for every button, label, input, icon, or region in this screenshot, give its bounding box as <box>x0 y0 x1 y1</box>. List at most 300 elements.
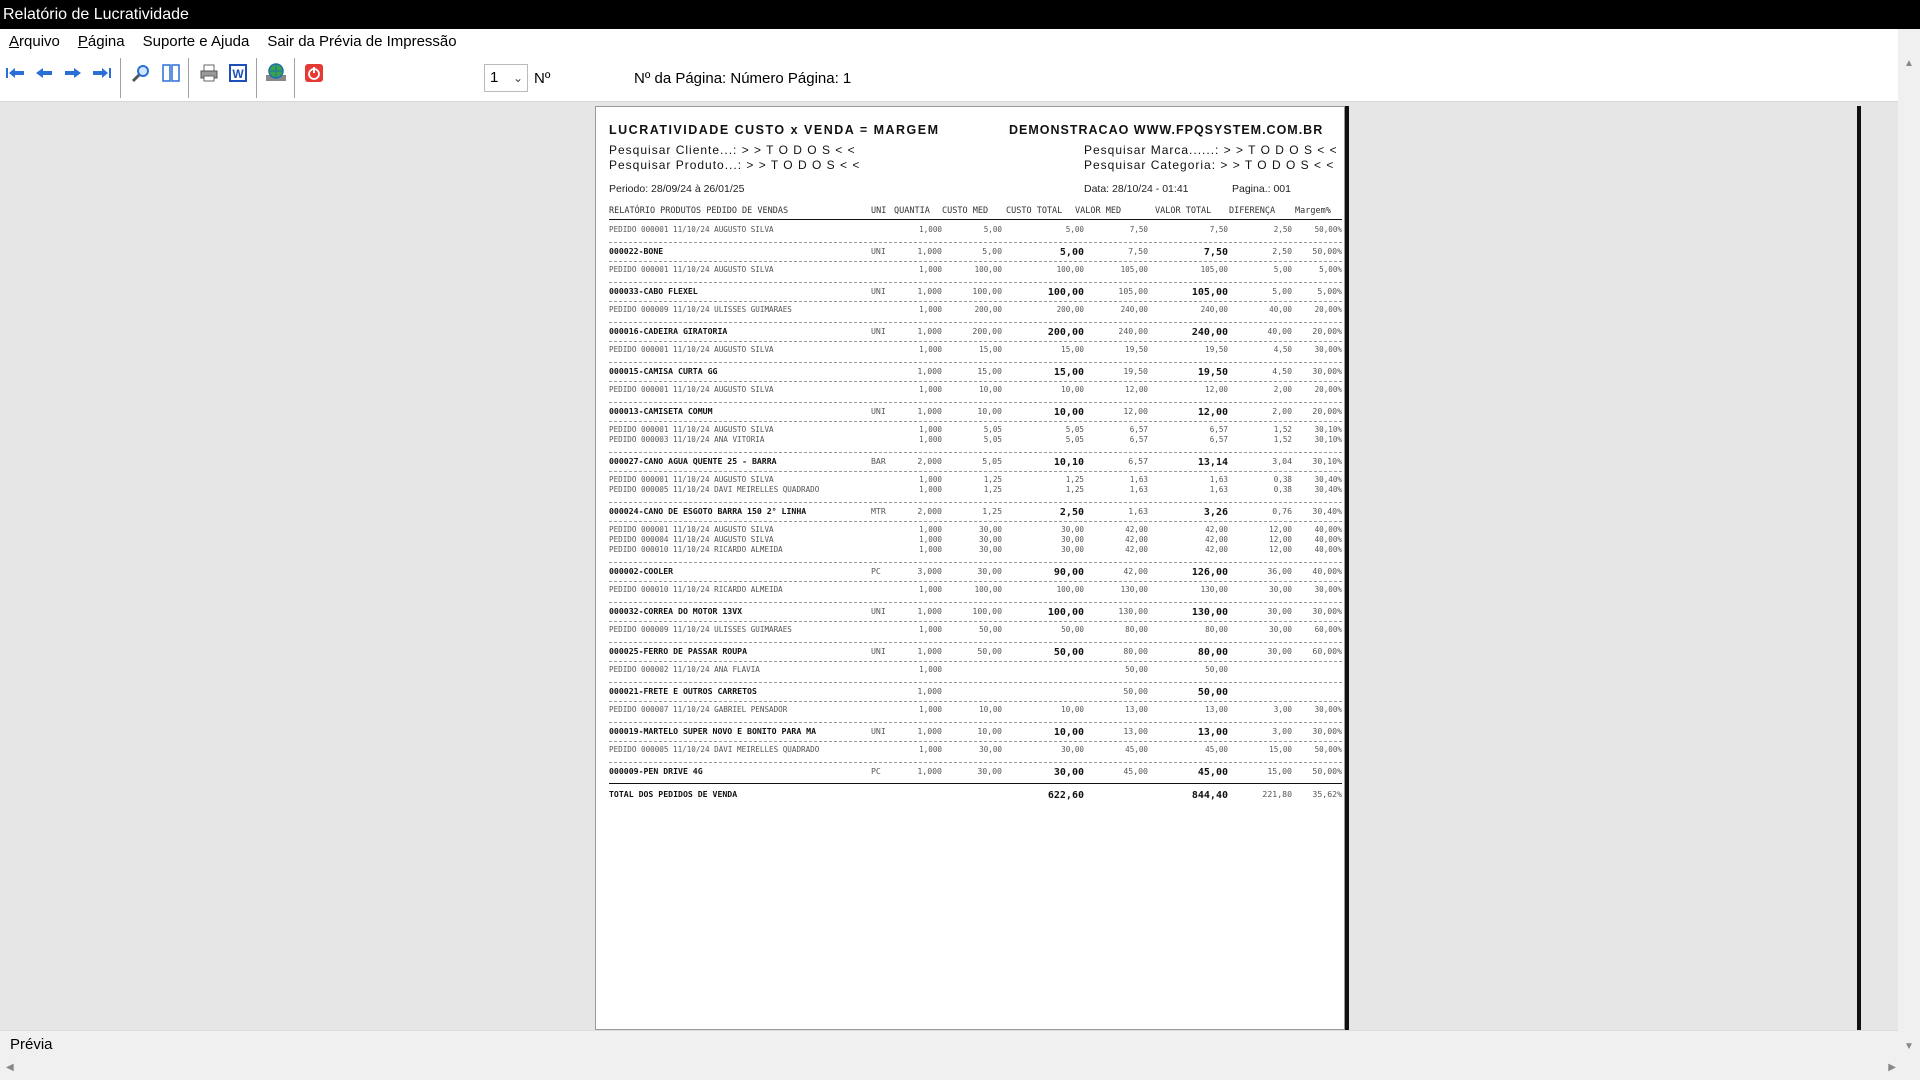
row-description: PEDIDO 000001 11/10/24 AUGUSTO SILVA <box>609 225 774 234</box>
row-diferenca: 1,52 <box>1273 435 1292 444</box>
row-valor-total: 1,63 <box>1209 475 1228 484</box>
row-quantia: 1,000 <box>917 246 942 256</box>
window-title: Relatório de Lucratividade <box>3 6 189 23</box>
menu-arquivo[interactable]: Arquivo <box>9 33 60 50</box>
filter-categoria: Pesquisar Categoria: > > T O D O S < < <box>1084 158 1335 172</box>
row-margem: 50,00% <box>1312 246 1342 256</box>
col-valor-med: VALOR MED <box>1075 206 1122 216</box>
row-custo-total: 5,00 <box>1059 247 1084 258</box>
status-bar <box>0 1030 1898 1058</box>
row-divider <box>609 402 1342 403</box>
vertical-scrollbar[interactable] <box>1898 54 1920 1058</box>
product-row <box>609 286 1342 296</box>
scroll-up-icon[interactable]: ▲ <box>1904 58 1914 69</box>
product-row <box>609 686 1342 696</box>
row-valor-total: 50,00 <box>1205 665 1228 674</box>
page-select[interactable] <box>484 64 528 92</box>
col-descricao: RELATÓRIO PRODUTOS PEDIDO DE VENDAS <box>609 206 789 216</box>
row-description: PEDIDO 000010 11/10/24 RICARDO ALMEIDA <box>609 585 783 594</box>
zoom-icon[interactable] <box>130 62 152 84</box>
next-page-icon[interactable] <box>62 62 84 84</box>
row-divider <box>609 261 1342 262</box>
row-valor-med: 13,00 <box>1125 705 1148 714</box>
total-valor: 844,40 <box>1191 790 1228 801</box>
filter-produto: Pesquisar Produto...: > > T O D O S < < <box>609 158 861 172</box>
row-description: 000021-FRETE E OUTROS CARRETOS <box>609 686 757 696</box>
row-custo-total: 100,00 <box>1047 607 1084 618</box>
row-divider <box>609 621 1342 622</box>
row-margem: 20,00% <box>1312 406 1342 416</box>
row-custo-total: 30,00 <box>1061 525 1084 534</box>
row-diferenca: 3,00 <box>1272 726 1292 736</box>
row-custo-med: 1,25 <box>982 506 1002 516</box>
page-view-icon[interactable] <box>160 62 182 84</box>
row-uni: UNI <box>871 246 886 256</box>
row-diferenca: 2,50 <box>1273 225 1292 234</box>
row-quantia: 1,000 <box>919 665 942 674</box>
row-custo-med: 50,00 <box>977 646 1002 656</box>
page-info: Nº da Página: Número Página: 1 <box>634 70 852 87</box>
row-description: PEDIDO 000010 11/10/24 RICARDO ALMEIDA <box>609 545 783 554</box>
row-margem: 30,00% <box>1314 705 1342 714</box>
row-quantia: 1,000 <box>919 585 942 594</box>
order-row <box>609 435 1342 445</box>
toolbar-separator <box>256 58 257 98</box>
order-row <box>609 665 1342 675</box>
row-custo-med: 1,25 <box>983 485 1002 494</box>
toolbar-separator <box>294 58 295 98</box>
row-custo-med: 10,00 <box>979 385 1002 394</box>
row-custo-total: 200,00 <box>1047 327 1084 338</box>
row-uni: UNI <box>871 606 886 616</box>
row-divider <box>609 521 1342 522</box>
row-diferenca: 0,76 <box>1272 506 1292 516</box>
row-diferenca: 30,00 <box>1267 646 1292 656</box>
row-valor-total: 12,00 <box>1197 407 1228 418</box>
row-valor-total: 12,00 <box>1205 385 1228 394</box>
order-row <box>609 475 1342 485</box>
col-quantia: QUANTIA <box>894 206 930 216</box>
order-row <box>609 525 1342 535</box>
row-custo-med: 30,00 <box>977 766 1002 776</box>
product-row <box>609 406 1342 416</box>
row-margem: 50,00% <box>1314 745 1342 754</box>
row-valor-total: 19,50 <box>1205 345 1228 354</box>
row-margem: 60,00% <box>1314 625 1342 634</box>
row-description: PEDIDO 000001 11/10/24 AUGUSTO SILVA <box>609 385 774 394</box>
filter-marca: Pesquisar Marca......: > > T O D O S < < <box>1084 143 1338 157</box>
row-valor-med: 12,00 <box>1125 385 1148 394</box>
row-valor-total: 80,00 <box>1197 647 1228 658</box>
status-text: Prévia <box>10 1036 53 1053</box>
row-quantia: 1,000 <box>919 545 942 554</box>
print-icon[interactable] <box>198 62 220 84</box>
row-valor-total: 240,00 <box>1191 327 1228 338</box>
row-margem: 20,00% <box>1312 326 1342 336</box>
row-margem: 50,00% <box>1314 225 1342 234</box>
report-company: DEMONSTRACAO WWW.FPQSYSTEM.COM.BR <box>1009 123 1324 137</box>
row-custo-total: 50,00 <box>1053 647 1084 658</box>
row-custo-med: 10,00 <box>977 726 1002 736</box>
row-description: 000025-FERRO DE PASSAR ROUPA <box>609 646 748 656</box>
row-valor-total: 3,26 <box>1203 507 1228 518</box>
report-title: LUCRATIVIDADE CUSTO x VENDA = MARGEM <box>609 123 940 137</box>
row-margem: 5,00% <box>1317 286 1342 296</box>
total-label: TOTAL DOS PEDIDOS DE VENDA <box>609 789 738 799</box>
row-divider <box>609 421 1342 422</box>
row-margem: 30,00% <box>1312 366 1342 376</box>
row-custo-med: 10,00 <box>977 406 1002 416</box>
row-description: PEDIDO 000004 11/10/24 AUGUSTO SILVA <box>609 535 774 544</box>
row-custo-total: 100,00 <box>1047 287 1084 298</box>
order-row <box>609 585 1342 595</box>
row-custo-total: 15,00 <box>1053 367 1084 378</box>
row-valor-total: 80,00 <box>1205 625 1228 634</box>
scroll-right-icon[interactable]: ▶ <box>1888 1062 1896 1073</box>
row-diferenca: 5,00 <box>1273 265 1292 274</box>
row-diferenca: 15,00 <box>1267 766 1292 776</box>
row-valor-total: 42,00 <box>1205 545 1228 554</box>
order-row <box>609 625 1342 635</box>
product-row <box>609 566 1342 576</box>
row-diferenca: 12,00 <box>1269 545 1292 554</box>
row-custo-total: 10,00 <box>1061 705 1084 714</box>
row-custo-med: 5,00 <box>982 246 1002 256</box>
row-custo-total: 90,00 <box>1053 567 1084 578</box>
row-divider <box>609 581 1342 582</box>
row-diferenca: 30,00 <box>1269 585 1292 594</box>
row-divider <box>609 502 1342 503</box>
row-custo-total: 30,00 <box>1053 767 1084 778</box>
row-margem: 30,00% <box>1314 345 1342 354</box>
row-quantia: 3,000 <box>917 566 942 576</box>
row-valor-med: 19,50 <box>1123 366 1148 376</box>
row-description: PEDIDO 000002 11/10/24 ANA FLAVIA <box>609 665 760 674</box>
row-custo-total: 100,00 <box>1056 585 1084 594</box>
row-diferenca: 5,00 <box>1272 286 1292 296</box>
row-margem: 40,00% <box>1314 545 1342 554</box>
col-valor-total: VALOR TOTAL <box>1155 206 1212 216</box>
toolbar <box>0 54 1898 102</box>
row-uni: MTR <box>871 506 886 516</box>
row-quantia: 1,000 <box>919 225 942 234</box>
row-custo-med: 100,00 <box>974 265 1002 274</box>
row-diferenca: 3,00 <box>1273 705 1292 714</box>
row-divider <box>609 282 1342 283</box>
horizontal-scrollbar[interactable] <box>0 1058 1920 1080</box>
row-divider <box>609 642 1342 643</box>
row-description: 000027-CANO AGUA QUENTE 25 - BARRA <box>609 456 777 466</box>
row-margem: 40,00% <box>1314 535 1342 544</box>
row-custo-med: 15,00 <box>979 345 1002 354</box>
row-custo-total: 200,00 <box>1056 305 1084 314</box>
row-margem: 5,00% <box>1319 265 1342 274</box>
report-pagina: Pagina.: 001 <box>1232 183 1291 195</box>
row-margem: 60,00% <box>1312 646 1342 656</box>
row-valor-med: 7,50 <box>1128 246 1148 256</box>
menu-sair[interactable]: Sair da Prévia de Impressão <box>267 33 457 50</box>
row-description: 000016-CADEIRA GIRATORIA <box>609 326 728 336</box>
row-divider <box>609 362 1342 363</box>
row-custo-med: 30,00 <box>979 525 1002 534</box>
row-custo-med: 200,00 <box>972 326 1002 336</box>
row-custo-total: 10,00 <box>1053 727 1084 738</box>
product-row <box>609 606 1342 616</box>
row-custo-med: 5,05 <box>983 425 1002 434</box>
row-margem: 30,40% <box>1312 506 1342 516</box>
row-diferenca: 2,50 <box>1272 246 1292 256</box>
row-divider <box>609 322 1342 323</box>
row-custo-total: 15,00 <box>1061 345 1084 354</box>
row-description: PEDIDO 000001 11/10/24 AUGUSTO SILVA <box>609 525 774 534</box>
row-margem: 40,00% <box>1314 525 1342 534</box>
row-diferenca: 0,38 <box>1273 485 1292 494</box>
order-row <box>609 545 1342 555</box>
row-custo-total: 100,00 <box>1056 265 1084 274</box>
row-valor-med: 19,50 <box>1125 345 1148 354</box>
row-quantia: 1,000 <box>917 366 942 376</box>
menu-bar <box>0 29 1898 54</box>
order-row <box>609 345 1342 355</box>
row-description: PEDIDO 000003 11/10/24 ANA VITORIA <box>609 435 765 444</box>
row-custo-med: 100,00 <box>972 606 1002 616</box>
row-valor-med: 105,00 <box>1120 265 1148 274</box>
row-valor-med: 105,00 <box>1118 286 1148 296</box>
row-quantia: 2,000 <box>917 506 942 516</box>
product-row <box>609 246 1342 256</box>
row-quantia: 1,000 <box>919 345 942 354</box>
row-valor-total: 105,00 <box>1191 287 1228 298</box>
row-quantia: 1,000 <box>917 286 942 296</box>
row-description: PEDIDO 000009 11/10/24 ULISSES GUIMARAES <box>609 305 792 314</box>
row-divider <box>609 682 1342 683</box>
row-uni: PC <box>871 766 881 776</box>
row-valor-total: 7,50 <box>1209 225 1228 234</box>
col-diferenca: DIFERENÇA <box>1229 206 1276 216</box>
row-valor-med: 12,00 <box>1123 406 1148 416</box>
row-custo-total: 10,00 <box>1061 385 1084 394</box>
row-margem: 30,10% <box>1314 425 1342 434</box>
row-quantia: 1,000 <box>919 625 942 634</box>
row-diferenca: 36,00 <box>1267 566 1292 576</box>
row-description: PEDIDO 000001 11/10/24 AUGUSTO SILVA <box>609 425 774 434</box>
row-divider <box>609 562 1342 563</box>
row-valor-total: 130,00 <box>1191 607 1228 618</box>
row-divider <box>609 701 1342 702</box>
previous-page-icon[interactable] <box>33 62 55 84</box>
row-valor-total: 7,50 <box>1203 247 1228 258</box>
row-custo-med: 100,00 <box>974 585 1002 594</box>
row-valor-med: 130,00 <box>1118 606 1148 616</box>
row-quantia: 1,000 <box>919 535 942 544</box>
row-valor-total: 13,00 <box>1197 727 1228 738</box>
report-page <box>595 106 1345 1030</box>
row-description: 000013-CAMISETA COMUM <box>609 406 713 416</box>
product-row <box>609 726 1342 736</box>
row-quantia: 1,000 <box>917 646 942 656</box>
row-quantia: 1,000 <box>919 705 942 714</box>
row-valor-med: 240,00 <box>1120 305 1148 314</box>
row-quantia: 1,000 <box>919 385 942 394</box>
row-description: 000009-PEN DRIVE 4G <box>609 766 703 776</box>
product-row <box>609 366 1342 376</box>
row-custo-med: 1,25 <box>983 475 1002 484</box>
order-row <box>609 425 1342 435</box>
row-valor-med: 50,00 <box>1125 665 1148 674</box>
product-row <box>609 766 1342 776</box>
row-diferenca: 30,00 <box>1269 625 1292 634</box>
row-valor-total: 105,00 <box>1200 265 1228 274</box>
row-valor-med: 1,63 <box>1129 475 1148 484</box>
row-description: 000019-MARTELO SUPER NOVO E BONITO PARA MA <box>609 726 817 736</box>
column-header-row <box>609 206 1342 220</box>
order-row <box>609 385 1342 395</box>
row-margem: 30,10% <box>1312 456 1342 466</box>
row-margem: 30,00% <box>1314 585 1342 594</box>
row-description: 000024-CANO DE ESGOTO BARRA 150 2° LINHA <box>609 506 807 516</box>
toolbar-separator <box>120 58 121 98</box>
window-title-bar <box>0 0 1920 29</box>
row-valor-total: 130,00 <box>1200 585 1228 594</box>
chevron-down-icon: ⌄ <box>512 71 523 85</box>
order-row <box>609 745 1342 755</box>
row-valor-med: 6,57 <box>1129 425 1148 434</box>
last-page-icon[interactable] <box>91 62 113 84</box>
row-uni: BAR <box>871 456 886 466</box>
row-valor-total: 1,63 <box>1209 485 1228 494</box>
menu-suporte[interactable]: Suporte e Ajuda <box>142 33 250 50</box>
row-valor-med: 6,57 <box>1129 435 1148 444</box>
row-custo-total: 10,00 <box>1053 407 1084 418</box>
row-uni: UNI <box>871 286 886 296</box>
row-divider <box>609 741 1342 742</box>
row-valor-med: 42,00 <box>1125 545 1148 554</box>
row-custo-total: 1,25 <box>1065 485 1084 494</box>
row-valor-total: 240,00 <box>1200 305 1228 314</box>
row-margem: 40,00% <box>1312 566 1342 576</box>
page-select-value: 1 <box>490 69 499 86</box>
row-custo-med: 15,00 <box>977 366 1002 376</box>
row-diferenca: 40,00 <box>1267 326 1292 336</box>
row-valor-med: 240,00 <box>1118 326 1148 336</box>
order-row <box>609 305 1342 315</box>
row-quantia: 1,000 <box>919 485 942 494</box>
row-description: 000032-CORREA DO MOTOR 13VX <box>609 606 743 616</box>
page-number-label: Nº <box>534 70 551 87</box>
row-quantia: 1,000 <box>919 305 942 314</box>
report-periodo: Periodo: 28/09/24 à 26/01/25 <box>609 183 745 195</box>
export-word-icon[interactable] <box>227 62 249 84</box>
product-row <box>609 456 1342 466</box>
row-valor-med: 13,00 <box>1123 726 1148 736</box>
order-row <box>609 265 1342 275</box>
row-quantia: 1,000 <box>919 745 942 754</box>
row-quantia: 1,000 <box>917 326 942 336</box>
row-uni: UNI <box>871 326 886 336</box>
row-custo-med: 100,00 <box>972 286 1002 296</box>
row-margem: 30,40% <box>1314 485 1342 494</box>
row-diferenca: 40,00 <box>1269 305 1292 314</box>
total-row <box>609 789 1342 799</box>
row-custo-med: 30,00 <box>979 545 1002 554</box>
row-quantia: 1,000 <box>917 766 942 776</box>
order-row <box>609 485 1342 495</box>
row-diferenca: 15,00 <box>1269 745 1292 754</box>
row-custo-med: 5,00 <box>983 225 1002 234</box>
row-diferenca: 12,00 <box>1269 535 1292 544</box>
row-custo-total: 50,00 <box>1061 625 1084 634</box>
row-valor-med: 130,00 <box>1120 585 1148 594</box>
row-custo-total: 5,05 <box>1065 435 1084 444</box>
row-valor-total: 42,00 <box>1205 525 1228 534</box>
row-custo-total: 30,00 <box>1061 745 1084 754</box>
row-diferenca: 2,00 <box>1272 406 1292 416</box>
total-custo: 622,60 <box>1047 790 1084 801</box>
scroll-down-icon[interactable]: ▼ <box>1904 1041 1914 1052</box>
row-custo-total: 5,05 <box>1065 425 1084 434</box>
svg-text:W: W <box>232 67 244 81</box>
row-diferenca: 4,50 <box>1273 345 1292 354</box>
row-valor-total: 19,50 <box>1197 367 1228 378</box>
order-row <box>609 705 1342 715</box>
row-divider <box>609 661 1342 662</box>
row-custo-total: 5,00 <box>1065 225 1084 234</box>
row-custo-med: 200,00 <box>974 305 1002 314</box>
power-icon[interactable] <box>303 62 325 84</box>
row-valor-total: 13,00 <box>1205 705 1228 714</box>
row-diferenca: 1,52 <box>1273 425 1292 434</box>
total-margem: 35,62% <box>1312 789 1342 799</box>
preview-viewport <box>0 102 1898 1030</box>
row-quantia: 1,000 <box>917 686 942 696</box>
row-valor-med: 1,63 <box>1129 485 1148 494</box>
scroll-left-icon[interactable]: ◀ <box>6 1062 14 1073</box>
row-description: PEDIDO 000009 11/10/24 ULISSES GUIMARAES <box>609 625 792 634</box>
row-custo-med: 30,00 <box>979 535 1002 544</box>
row-quantia: 1,000 <box>919 525 942 534</box>
first-page-icon[interactable] <box>4 62 26 84</box>
row-valor-total: 50,00 <box>1197 687 1228 698</box>
row-description: 000002-COOLER <box>609 566 674 576</box>
row-diferenca: 2,00 <box>1273 385 1292 394</box>
row-divider <box>609 301 1342 302</box>
product-row <box>609 506 1342 516</box>
col-custo-total: CUSTO TOTAL <box>1006 206 1063 216</box>
row-quantia: 2,000 <box>917 456 942 466</box>
row-custo-med: 5,05 <box>983 435 1002 444</box>
menu-pagina[interactable]: Página <box>77 33 125 50</box>
viewport-edge <box>1857 106 1861 1030</box>
row-margem: 20,00% <box>1314 305 1342 314</box>
row-divider <box>609 341 1342 342</box>
row-description: PEDIDO 000005 11/10/24 DAVI MEIRELLES QUADRADO <box>609 485 820 494</box>
row-valor-med: 50,00 <box>1123 686 1148 696</box>
row-valor-total: 45,00 <box>1197 767 1228 778</box>
row-valor-total: 126,00 <box>1191 567 1228 578</box>
row-valor-med: 42,00 <box>1123 566 1148 576</box>
row-custo-total: 10,10 <box>1053 457 1084 468</box>
row-valor-med: 1,63 <box>1128 506 1148 516</box>
row-diferenca: 4,50 <box>1272 366 1292 376</box>
row-custo-med: 10,00 <box>979 705 1002 714</box>
row-divider <box>609 471 1342 472</box>
row-valor-med: 45,00 <box>1123 766 1148 776</box>
row-margem: 50,00% <box>1312 766 1342 776</box>
row-uni: PC <box>871 566 881 576</box>
row-custo-total: 30,00 <box>1061 545 1084 554</box>
row-quantia: 1,000 <box>919 425 942 434</box>
export-web-icon[interactable] <box>265 62 287 84</box>
